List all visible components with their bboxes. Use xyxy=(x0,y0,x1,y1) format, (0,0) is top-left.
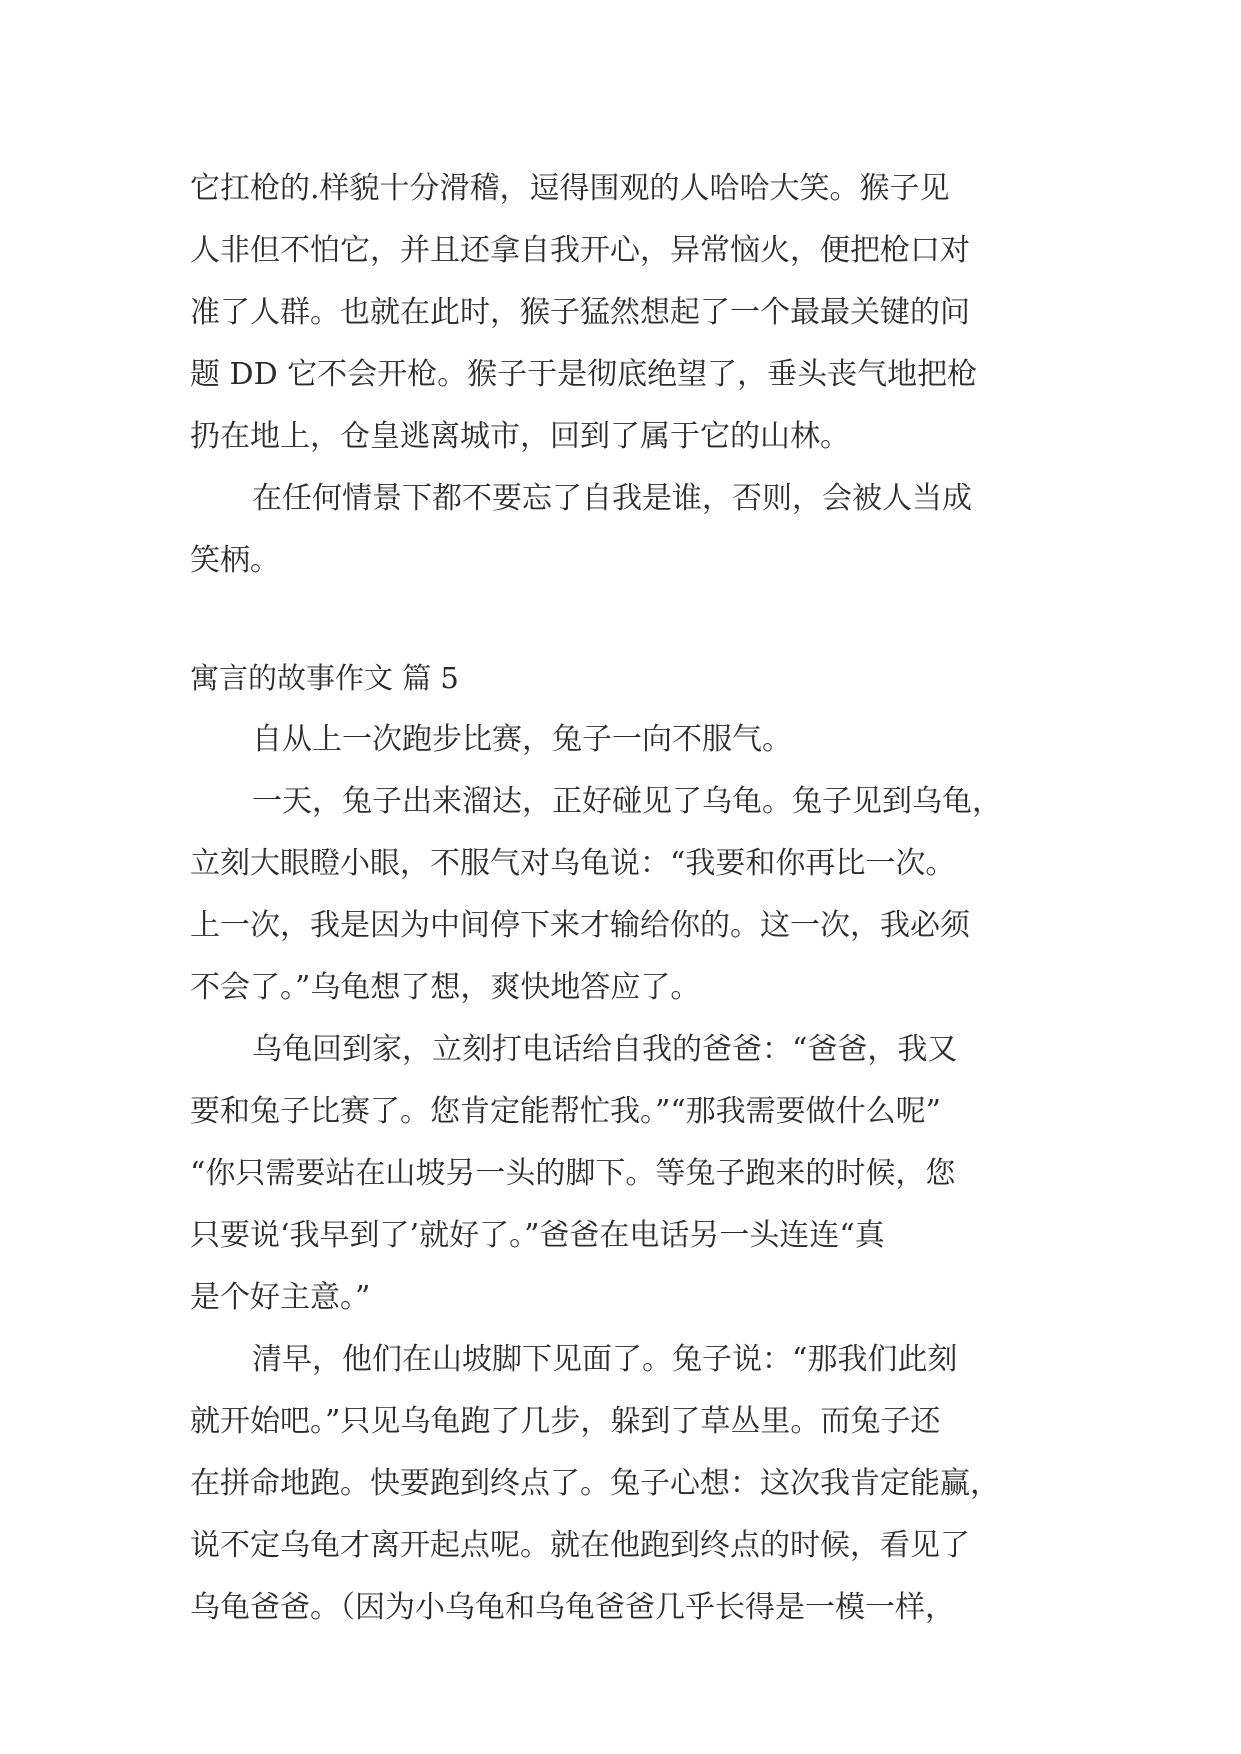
section-heading: 寓言的故事作文 篇 5 xyxy=(190,661,459,695)
text-line: 乌龟回到家，立刻打电话给自我的爸爸：“爸爸，我又 xyxy=(252,1032,958,1067)
text-line: 自从上一次跑步比赛，兔子一向不服气。 xyxy=(252,722,792,757)
text-line: 一天，兔子出来溜达，正好碰见了乌龟。兔子见到乌龟， xyxy=(252,784,1002,819)
text-line: 不会了。”乌龟想了想，爽快地答应了。 xyxy=(190,970,701,1005)
text-line: 立刻大眼瞪小眼，不服气对乌龟说：“我要和你再比一次。 xyxy=(190,846,956,881)
text-line: 是个好主意。” xyxy=(190,1280,371,1315)
text-line: 要和兔子比赛了。您肯定能帮忙我。”“那我需要做什么呢” xyxy=(190,1094,942,1129)
paragraph-2 xyxy=(190,771,1050,1019)
text-line: 就开始吧。”只见乌龟跑了几步，躲到了草丛里。而兔子还 xyxy=(190,1404,941,1439)
text-line: 它扛枪的.样貌十分滑稽，逗得围观的人哈哈大笑。猴子见 xyxy=(190,171,950,206)
text-line: 笑柄。 xyxy=(190,543,280,578)
text-line: 上一次，我是因为中间停下来才输给你的。这一次，我必须 xyxy=(190,908,970,943)
paragraph-1 xyxy=(190,709,1050,771)
paragraph-3 xyxy=(190,1019,1050,1329)
text-line: 只要说‘我早到了’就好了。”爸爸在电话另一头连连“真 xyxy=(190,1218,885,1253)
text-line: 清早，他们在山坡脚下见面了。兔子说：“那我们此刻 xyxy=(252,1342,958,1377)
section-spacer xyxy=(190,592,1050,647)
text-line: 扔在地上，仓皇逃离城市，回到了属于它的山林。 xyxy=(190,419,850,454)
text-line: 题 DD 它不会开枪。猴子于是彻底绝望了，垂头丧气地把枪 xyxy=(190,357,978,392)
text-line: “你只需要站在山坡另一头的脚下。等兔子跑来的时候，您 xyxy=(190,1156,956,1191)
moral-paragraph xyxy=(190,468,1050,592)
text-line: 在任何情景下都不要忘了自我是谁，否则，会被人当成 xyxy=(252,481,972,516)
text-line: 说不定乌龟才离开起点呢。就在他跑到终点的时候，看见了 xyxy=(190,1528,970,1563)
text-line: 乌龟爸爸。（因为小乌龟和乌龟爸爸几乎长得是一模一样， xyxy=(190,1590,955,1625)
text-line: 准了人群。也就在此时，猴子猛然想起了一个最最关键的问 xyxy=(190,295,970,330)
text-line: 在拼命地跑。快要跑到终点了。兔子心想：这次我肯定能赢， xyxy=(190,1466,1000,1501)
document-body xyxy=(190,158,1050,1639)
text-line: 人非但不怕它，并且还拿自我开心，异常恼火，便把枪口对 xyxy=(190,233,970,268)
paragraph-4 xyxy=(190,1329,1050,1639)
story-continuation-paragraph xyxy=(190,158,1050,468)
